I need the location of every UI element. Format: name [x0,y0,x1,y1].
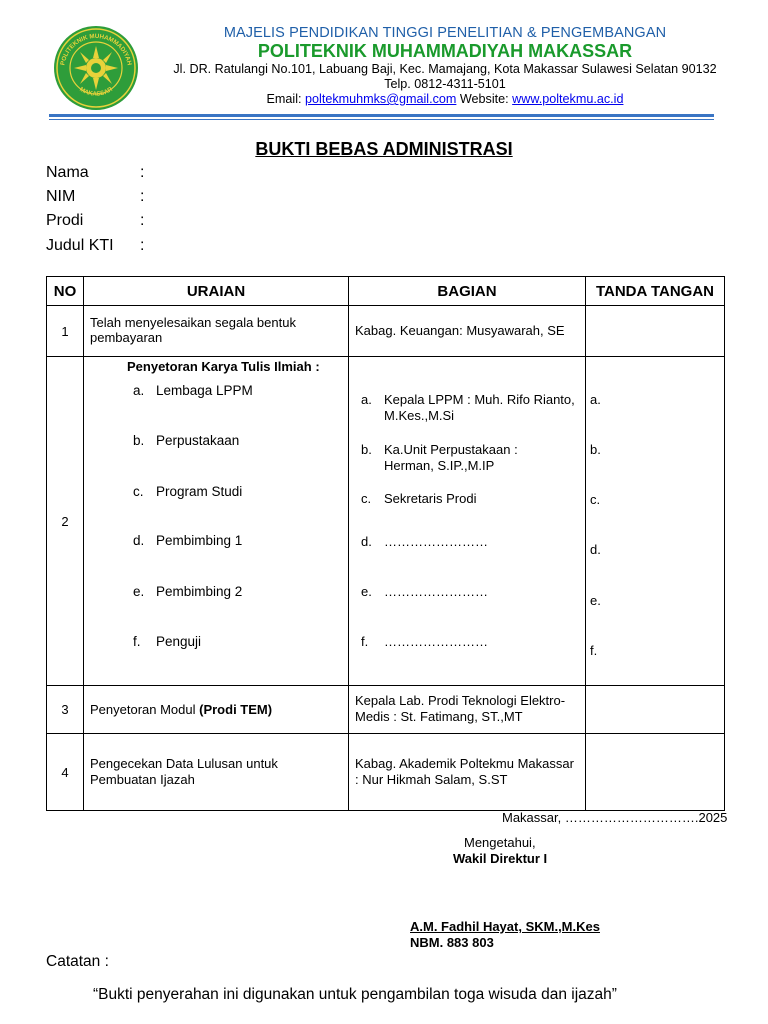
administration-table [46,276,725,811]
identity-label: Prodi [46,212,84,229]
row-uraian [84,357,349,686]
row-number: 1 [47,306,84,357]
row-bagian [349,357,586,686]
identity-separator: : [140,212,145,229]
signature-mark: f. [590,643,598,658]
ktl-heading: Penyetoran Karya Tulis Ilmiah : [127,359,320,374]
sub-item: d. Pembimbing 1 [133,533,243,548]
header-phone: Telp. 0812-4311-5101 [384,77,506,91]
institution-logo [50,24,142,112]
identity-nim [46,188,144,206]
header-divider-thin [49,119,714,120]
signature-mark: c. [590,492,601,507]
header-tanda-tangan: TANDA TANGAN [586,277,725,306]
row-signature-cell[interactable] [586,686,725,734]
bagian-item: b. Ka.Unit Perpustakaan : Herman, S.IP.,M.IP [361,442,518,473]
document-title: BUKTI BEBAS ADMINISTRASI [255,139,513,159]
header-divider-thick [49,114,714,117]
row-bagian: Kabag. Keuangan: Musyawarah, SE [349,306,586,357]
row-signature-cell[interactable] [586,734,725,811]
mengetahui-label: Mengetahui, [464,835,536,850]
row-uraian: Telah menyelesaikan segala bentuk pembayaran [84,306,349,357]
identity-separator: : [140,188,145,205]
table-row [47,686,725,734]
website-link[interactable]: www.poltekmu.ac.id [512,92,624,106]
sub-item: b. Perpustakaan [133,433,240,448]
identity-judul-kti [46,237,144,255]
bagian-item: f. …………………… [361,634,488,649]
header-council-line: MAJELIS PENDIDIKAN TINGGI PENELITIAN & PENGEMBANGAN [223,25,667,41]
website-label: Website: [456,92,513,106]
identity-nama [46,164,144,182]
header-contact [150,92,740,106]
signature-mark: a. [590,392,601,407]
row-number: 3 [47,686,84,734]
logo-text-bottom: MAKASSAR [78,85,114,98]
bagian-item: e. …………………… [361,584,488,599]
table-row [47,357,725,686]
note-text: “Bukti penyerahan ini digunakan untuk pengambilan toga wisuda dan ijazah” [93,986,617,1003]
signer-position: Wakil Direktur I [453,851,548,866]
row-bagian: Kepala Lab. Prodi Teknologi Elektro-Medis : St. Fatimang, ST.,MT [349,686,586,734]
row-bagian: Kabag. Akademik Poltekmu Makassar : Nur Hikmah Salam, S.ST [349,734,586,811]
identity-label: NIM [46,188,76,205]
row-signature-cell[interactable] [586,357,725,686]
prodi-tem-label: (Prodi TEM) [199,702,273,717]
sub-item: f. Penguji [133,634,202,649]
bagian-item: c. Sekretaris Prodi [361,491,477,506]
header-no: NO [47,277,84,306]
identity-separator: : [140,164,145,181]
bagian-item: a. Kepala LPPM : Muh. Rifo Rianto, M.Kes.,M.Si [361,392,575,423]
identity-label: Nama [46,164,89,181]
signer-nbm: NBM. 883 803 [410,935,494,950]
signer-name: A.M. Fadhil Hayat, SKM.,M.Kes [410,919,600,934]
row-number: 2 [47,357,84,686]
sub-item: e. Pembimbing 2 [133,584,243,599]
identity-label: Judul KTI [46,237,114,254]
email-label: Email: [266,92,306,106]
table-header-row [47,277,725,306]
bagian-item: d. …………………… [361,534,488,549]
note-label: Catatan : [46,953,109,970]
table-row [47,306,725,357]
row-uraian: Penyetoran Modul (Prodi TEM) [84,686,349,734]
email-link[interactable]: poltekmuhmks@gmail.com [305,92,457,106]
identity-prodi [46,212,144,230]
sub-item: c. Program Studi [133,484,243,499]
header-address: Jl. DR. Ratulangi No.101, Labuang Baji, Kec. Mamajang, Kota Makassar Sulawesi Selatan 90132 [173,62,717,76]
place-date: Makassar, ………………………….2025 [502,810,728,825]
sub-item: a. Lembaga LPPM [133,383,253,398]
table-row [47,734,725,811]
header-uraian: URAIAN [84,277,349,306]
row-number: 4 [47,734,84,811]
header-bagian: BAGIAN [349,277,586,306]
identity-separator: : [140,237,145,254]
signature-mark: b. [590,442,601,457]
signature-mark: d. [590,542,601,557]
logo-text-top: POLITEKNIK MUHAMMADIYAH [59,32,133,66]
header-institution-name: POLITEKNIK MUHAMMADIYAH MAKASSAR [257,41,633,61]
row-signature-cell[interactable] [586,306,725,357]
row-uraian: Pengecekan Data Lulusan untuk Pembuatan Ijazah [84,734,349,811]
signature-mark: e. [590,593,601,608]
